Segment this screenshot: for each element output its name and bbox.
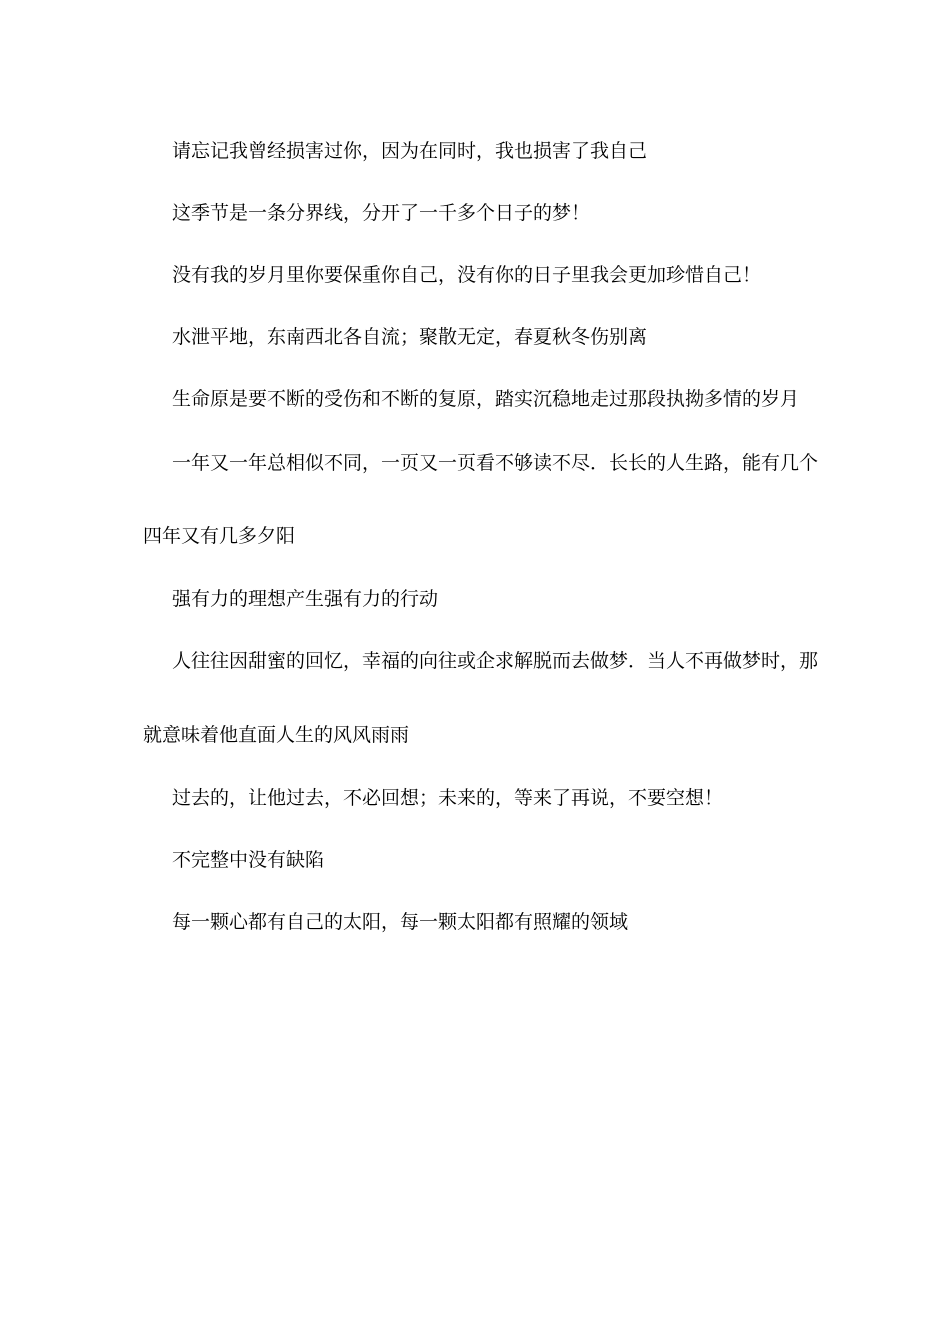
- paragraph-5: 生命原是要不断的受伤和不断的复原，踏实沉稳地走过那段执拗多情的岁月: [172, 388, 800, 410]
- paragraph-1: 请忘记我曾经损害过你，因为在同时，我也损害了我自己: [172, 140, 648, 162]
- paragraph-10: 不完整中没有缺陷: [172, 849, 325, 871]
- paragraph-11: 每一颗心都有自己的太阳，每一颗太阳都有照耀的领域: [172, 911, 629, 933]
- paragraph-8-line-2: 就意味着他直面人生的风风雨雨: [143, 724, 410, 746]
- paragraph-7: 强有力的理想产生强有力的行动: [172, 588, 439, 610]
- paragraph-2: 这季节是一条分界线，分开了一千多个日子的梦！: [172, 202, 591, 224]
- paragraph-9: 过去的，让他过去，不必回想；未来的，等来了再说，不要空想！: [172, 787, 724, 809]
- paragraph-3: 没有我的岁月里你要保重你自己，没有你的日子里我会更加珍惜自己！: [172, 264, 762, 286]
- paragraph-6-line-1: 一年又一年总相似不同，一页又一页看不够读不尽．长长的人生路，能有几个: [172, 452, 819, 474]
- paragraph-4: 水泄平地，东南西北各自流；聚散无定，春夏秋冬伤别离: [172, 326, 648, 348]
- paragraph-6-line-2: 四年又有几多夕阳: [143, 525, 296, 547]
- paragraph-8-line-1: 人往往因甜蜜的回忆，幸福的向往或企求解脱而去做梦．当人不再做梦时，那: [172, 650, 819, 672]
